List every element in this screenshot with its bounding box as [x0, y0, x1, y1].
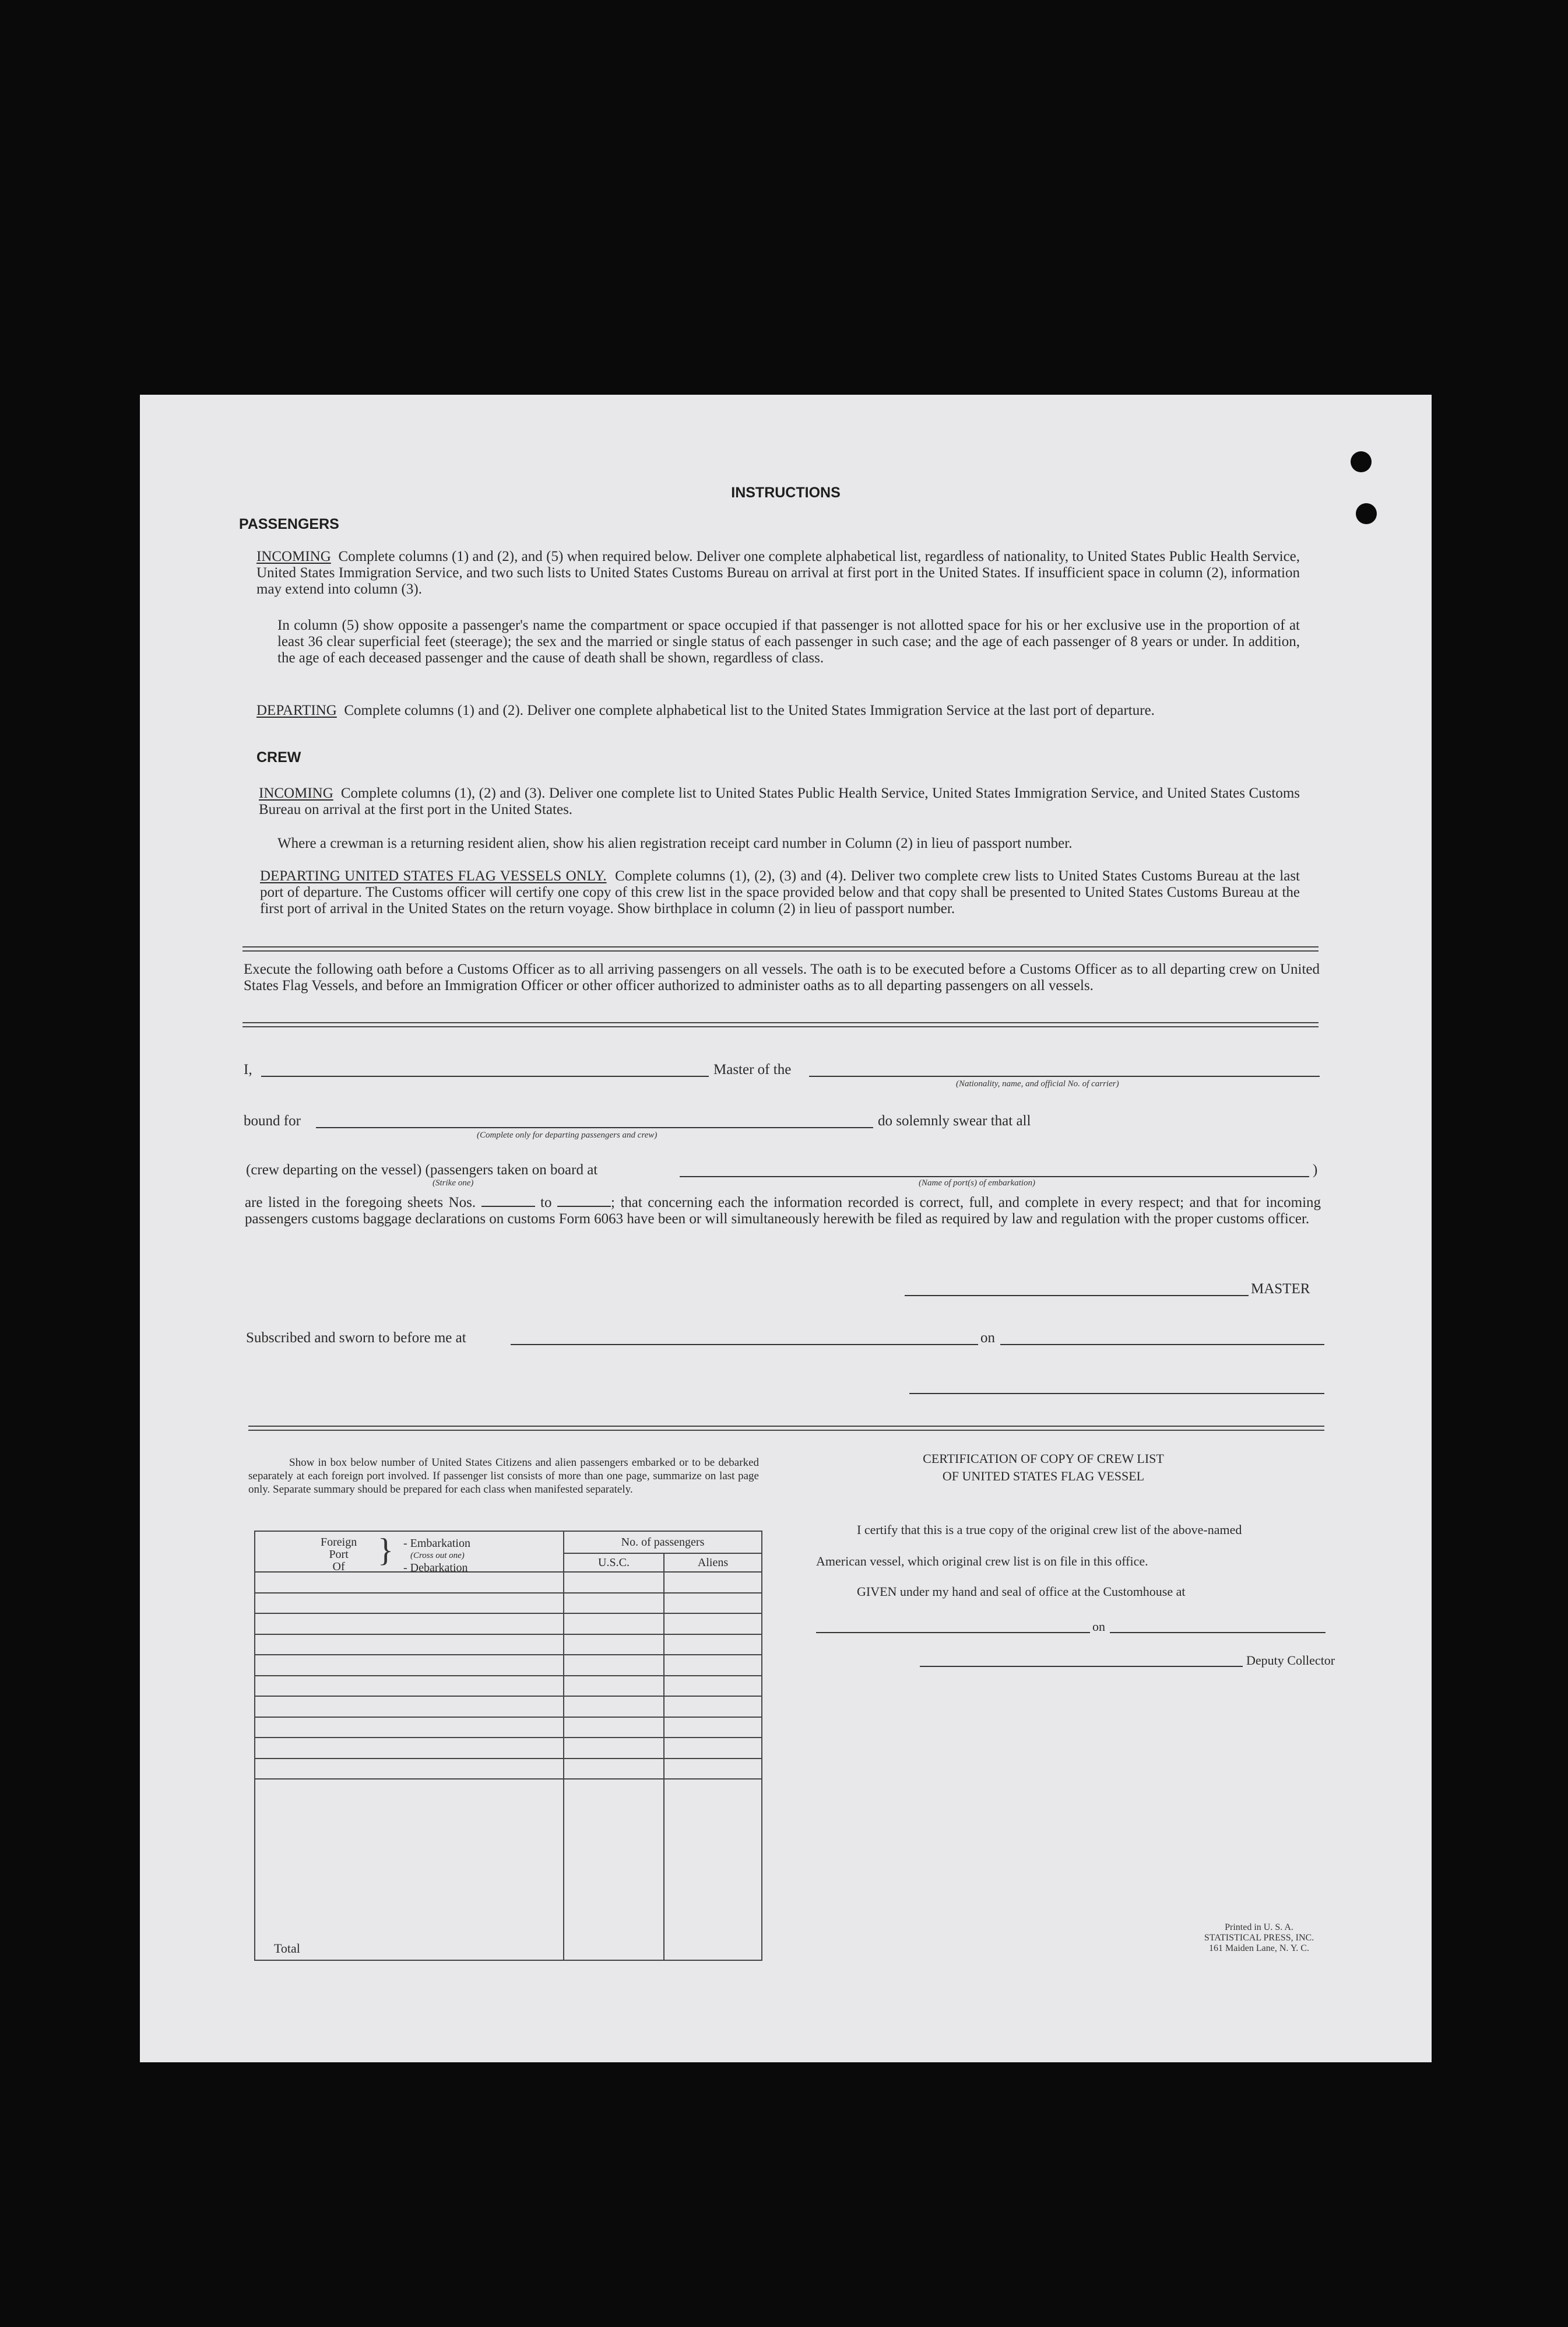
usc-total-cell[interactable]: [564, 1779, 664, 1960]
passenger-summary-table: [254, 1531, 762, 1961]
close-paren: ): [1313, 1162, 1318, 1178]
table-row: [255, 1696, 762, 1717]
total-row: [255, 1779, 762, 1960]
passengers-column5: In column (5) show opposite a passenger's name the compartment or space occupied if that passenger is not allotted space for his or her exclusive use in the proportion of at least 36 clear superficial feet (steerage); the sex and the married or single status of each passenger in such case; and the age of each passenger of 8 years or under. In addition, the age of each deceased passenger and the cause of death shall be shown, regardless of class.: [277, 617, 1300, 666]
aliens-cell[interactable]: [664, 1759, 762, 1780]
table-row: [255, 1572, 762, 1593]
cert-on-label: on: [1092, 1619, 1105, 1634]
printer-imprint: [1160, 1922, 1358, 1954]
crew-departing-label: DEPARTING UNITED STATES FLAG VESSELS ONLY.: [260, 868, 607, 884]
port-cell[interactable]: [255, 1738, 564, 1759]
usc-cell[interactable]: [564, 1759, 664, 1780]
total-label: Total: [255, 1779, 564, 1960]
certification-title: [810, 1450, 1277, 1485]
port-cell[interactable]: [255, 1676, 564, 1697]
usc-cell[interactable]: [564, 1613, 664, 1634]
bound-caption: (Complete only for departing passengers and crew): [477, 1131, 658, 1140]
usc-cell[interactable]: [564, 1696, 664, 1717]
embarkation-text[interactable]: - Embarkation: [403, 1537, 470, 1550]
passengers-departing-text: Complete columns (1) and (2). Deliver one complete alphabetical list to the United States Immigration Service at the last port of departure.: [344, 703, 1155, 718]
aliens-cell[interactable]: [664, 1738, 762, 1759]
crew-resident: Where a crewman is a returning resident alien, show his alien registration receipt card number in Column (2) in lieu of passport number.: [277, 836, 1073, 851]
aliens-cell[interactable]: [664, 1634, 762, 1655]
aliens-cell[interactable]: [664, 1676, 762, 1697]
port-cell[interactable]: [255, 1593, 564, 1614]
aliens-total-cell[interactable]: [664, 1779, 762, 1960]
aliens-cell[interactable]: [664, 1593, 762, 1614]
port-cell[interactable]: [255, 1634, 564, 1655]
sworn-on-label: on: [980, 1330, 995, 1346]
debarkation-text[interactable]: - Debarkation: [403, 1561, 468, 1574]
crew-departing-label: (crew departing on the vessel) (passengers taken on board at: [246, 1162, 598, 1178]
swear-label: do solemnly swear that all: [878, 1113, 1031, 1129]
listed-text-b: ; that concerning each the information recorded is correct, full, and complete in every respect; and that for incoming passengers customs baggage declarations on customs Form 6063 have been or will simultaneously herewith be filed as required by law and regulation with the proper customs officer.: [245, 1195, 1321, 1227]
printer-line1: Printed in U. S. A.: [1225, 1922, 1293, 1932]
table-row: [255, 1759, 762, 1780]
crew-departing: [260, 868, 1300, 917]
master-label: MASTER: [1251, 1281, 1310, 1297]
usc-cell[interactable]: [564, 1634, 664, 1655]
port-cell[interactable]: [255, 1717, 564, 1738]
printer-line3: 161 Maiden Lane, N. Y. C.: [1209, 1943, 1309, 1953]
carrier-field[interactable]: [809, 1076, 1320, 1077]
usc-cell[interactable]: [564, 1676, 664, 1697]
deputy-collector-label: Deputy Collector: [1246, 1653, 1335, 1668]
listed-text-a: are listed in the foregoing sheets Nos.: [245, 1195, 476, 1210]
master-name-field[interactable]: [261, 1076, 709, 1077]
of-text: Of: [332, 1560, 345, 1573]
aliens-cell[interactable]: [664, 1613, 762, 1634]
foreign-port-label: [321, 1536, 357, 1573]
aliens-cell[interactable]: [664, 1717, 762, 1738]
usc-cell[interactable]: [564, 1738, 664, 1759]
table-row: [255, 1634, 762, 1655]
table-row: [255, 1655, 762, 1676]
embarkation-ports-field[interactable]: [680, 1176, 1309, 1177]
crew-heading: CREW: [256, 749, 301, 766]
aliens-cell[interactable]: [664, 1696, 762, 1717]
master-of-label: Master of the: [713, 1062, 792, 1077]
port-cell[interactable]: [255, 1655, 564, 1676]
certify-text: I certify that this is a true copy of the original crew list of the above-named: [857, 1522, 1242, 1537]
certification-title-line2: OF UNITED STATES FLAG VESSEL: [942, 1469, 1145, 1483]
cross-out-text: (Cross out one): [410, 1551, 465, 1560]
oath-i-label: I,: [244, 1062, 252, 1077]
passengers-heading: PASSENGERS: [239, 516, 339, 532]
punch-hole: [1351, 451, 1372, 472]
passengers-incoming-label: INCOMING: [256, 549, 331, 564]
oath-instruction: Execute the following oath before a Customs Officer as to all arriving passengers on all vessels. The oath is to be executed before a Customs Officer as to all departing crew on United States Flag Vessels, and before an Immigration Officer or other officer authorized to administer oaths as to all departing passengers on all vessels.: [244, 961, 1320, 994]
passengers-departing: [256, 703, 1300, 719]
usc-cell[interactable]: [564, 1717, 664, 1738]
given-text: GIVEN under my hand and seal of office at the Customhouse at: [857, 1584, 1186, 1599]
usc-cell[interactable]: [564, 1655, 664, 1676]
usc-header: U.S.C.: [564, 1553, 664, 1572]
master-signature-field[interactable]: [905, 1295, 1249, 1296]
table-row: [255, 1593, 762, 1614]
instructions-title: INSTRUCTIONS: [731, 485, 841, 501]
form-sheet: [140, 395, 1432, 2062]
deputy-signature-field[interactable]: [920, 1666, 1243, 1667]
bound-for-label: bound for: [244, 1113, 301, 1129]
crew-incoming-label: INCOMING: [259, 785, 333, 801]
passengers-incoming: [256, 549, 1300, 598]
foreign-port-header: [255, 1531, 564, 1572]
embark-debark-label: [403, 1538, 470, 1574]
divider: [242, 946, 1319, 952]
port-cell[interactable]: [255, 1759, 564, 1780]
foreign-text: Foreign: [321, 1536, 357, 1549]
port-text: Port: [329, 1548, 349, 1561]
punch-hole: [1356, 503, 1377, 524]
usc-cell[interactable]: [564, 1572, 664, 1593]
american-text: American vessel, which original crew list is on file in this office.: [816, 1554, 1148, 1568]
aliens-cell[interactable]: [664, 1655, 762, 1676]
sheet-from-field[interactable]: [481, 1195, 535, 1207]
no-passengers-header: No. of passengers: [564, 1531, 762, 1553]
certification-title-line1: CERTIFICATION OF COPY OF CREW LIST: [923, 1451, 1164, 1466]
crew-incoming: [259, 785, 1300, 818]
aliens-cell[interactable]: [664, 1572, 762, 1593]
passengers-departing-label: DEPARTING: [256, 703, 337, 718]
ports-table: [254, 1531, 762, 1961]
sworn-place-field[interactable]: [511, 1344, 978, 1345]
sworn-date-field[interactable]: [1000, 1344, 1324, 1345]
crew-departing-text: Complete columns (1), (2), (3) and (4). Deliver two complete crew lists to United States Customs Bureau at the last port of departure. The Customs officer will certify one copy of this crew list in the space provided below and that copy shall be presented to United States Customs Bureau at the first port of arrival in the United States on the return voyage. Show birthplace in column (2) in lieu of passport number.: [260, 868, 1300, 917]
sheet-to-field[interactable]: [557, 1195, 611, 1207]
table-row: [255, 1676, 762, 1697]
brace-icon: }: [378, 1532, 393, 1568]
strike-one-caption: (Strike one): [433, 1178, 474, 1188]
listed-to-text: to: [540, 1195, 552, 1210]
nationality-caption: (Nationality, name, and official No. of carrier): [956, 1079, 1119, 1089]
cert-date-field[interactable]: [1110, 1632, 1326, 1633]
summary-instruction: Show in box below number of United States Citizens and alien passengers embarked or to be debarked separately at each foreign port involved. If passenger list consists of more than one page, summarize on last page only. Separate summary should be prepared for each class when manifested separately.: [248, 1456, 759, 1496]
port-cell[interactable]: [255, 1572, 564, 1593]
divider: [248, 1426, 1324, 1431]
port-cell[interactable]: [255, 1696, 564, 1717]
aliens-header: Aliens: [664, 1553, 762, 1572]
table-row: [255, 1738, 762, 1759]
divider: [242, 1022, 1319, 1027]
passengers-incoming-text: Complete columns (1) and (2), and (5) when required below. Deliver one complete alphabetical list, regardless of nationality, to United States Public Health Service, United States Immigration Service, and two such lists to United States Customs Bureau on arrival at first port in the United States. If insufficient space in column (2), information may extend into column (3).: [256, 549, 1300, 597]
customhouse-field[interactable]: [816, 1632, 1090, 1633]
usc-cell[interactable]: [564, 1593, 664, 1614]
oath-listed: [245, 1195, 1321, 1227]
subscribed-label: Subscribed and sworn to before me at: [246, 1330, 466, 1346]
table-row: [255, 1717, 762, 1738]
port-cell[interactable]: [255, 1613, 564, 1634]
printer-line2: STATISTICAL PRESS, INC.: [1204, 1933, 1314, 1943]
bound-for-field[interactable]: [316, 1127, 873, 1128]
crew-incoming-text: Complete columns (1), (2) and (3). Deliver one complete list to United States Public Health Service, United States Immigration Service, and United States Customs Bureau on arrival at the first port in the United States.: [259, 785, 1300, 817]
ports-caption: (Name of port(s) of embarkation): [919, 1178, 1035, 1188]
officer-signature-field[interactable]: [909, 1393, 1324, 1394]
table-row: [255, 1613, 762, 1634]
